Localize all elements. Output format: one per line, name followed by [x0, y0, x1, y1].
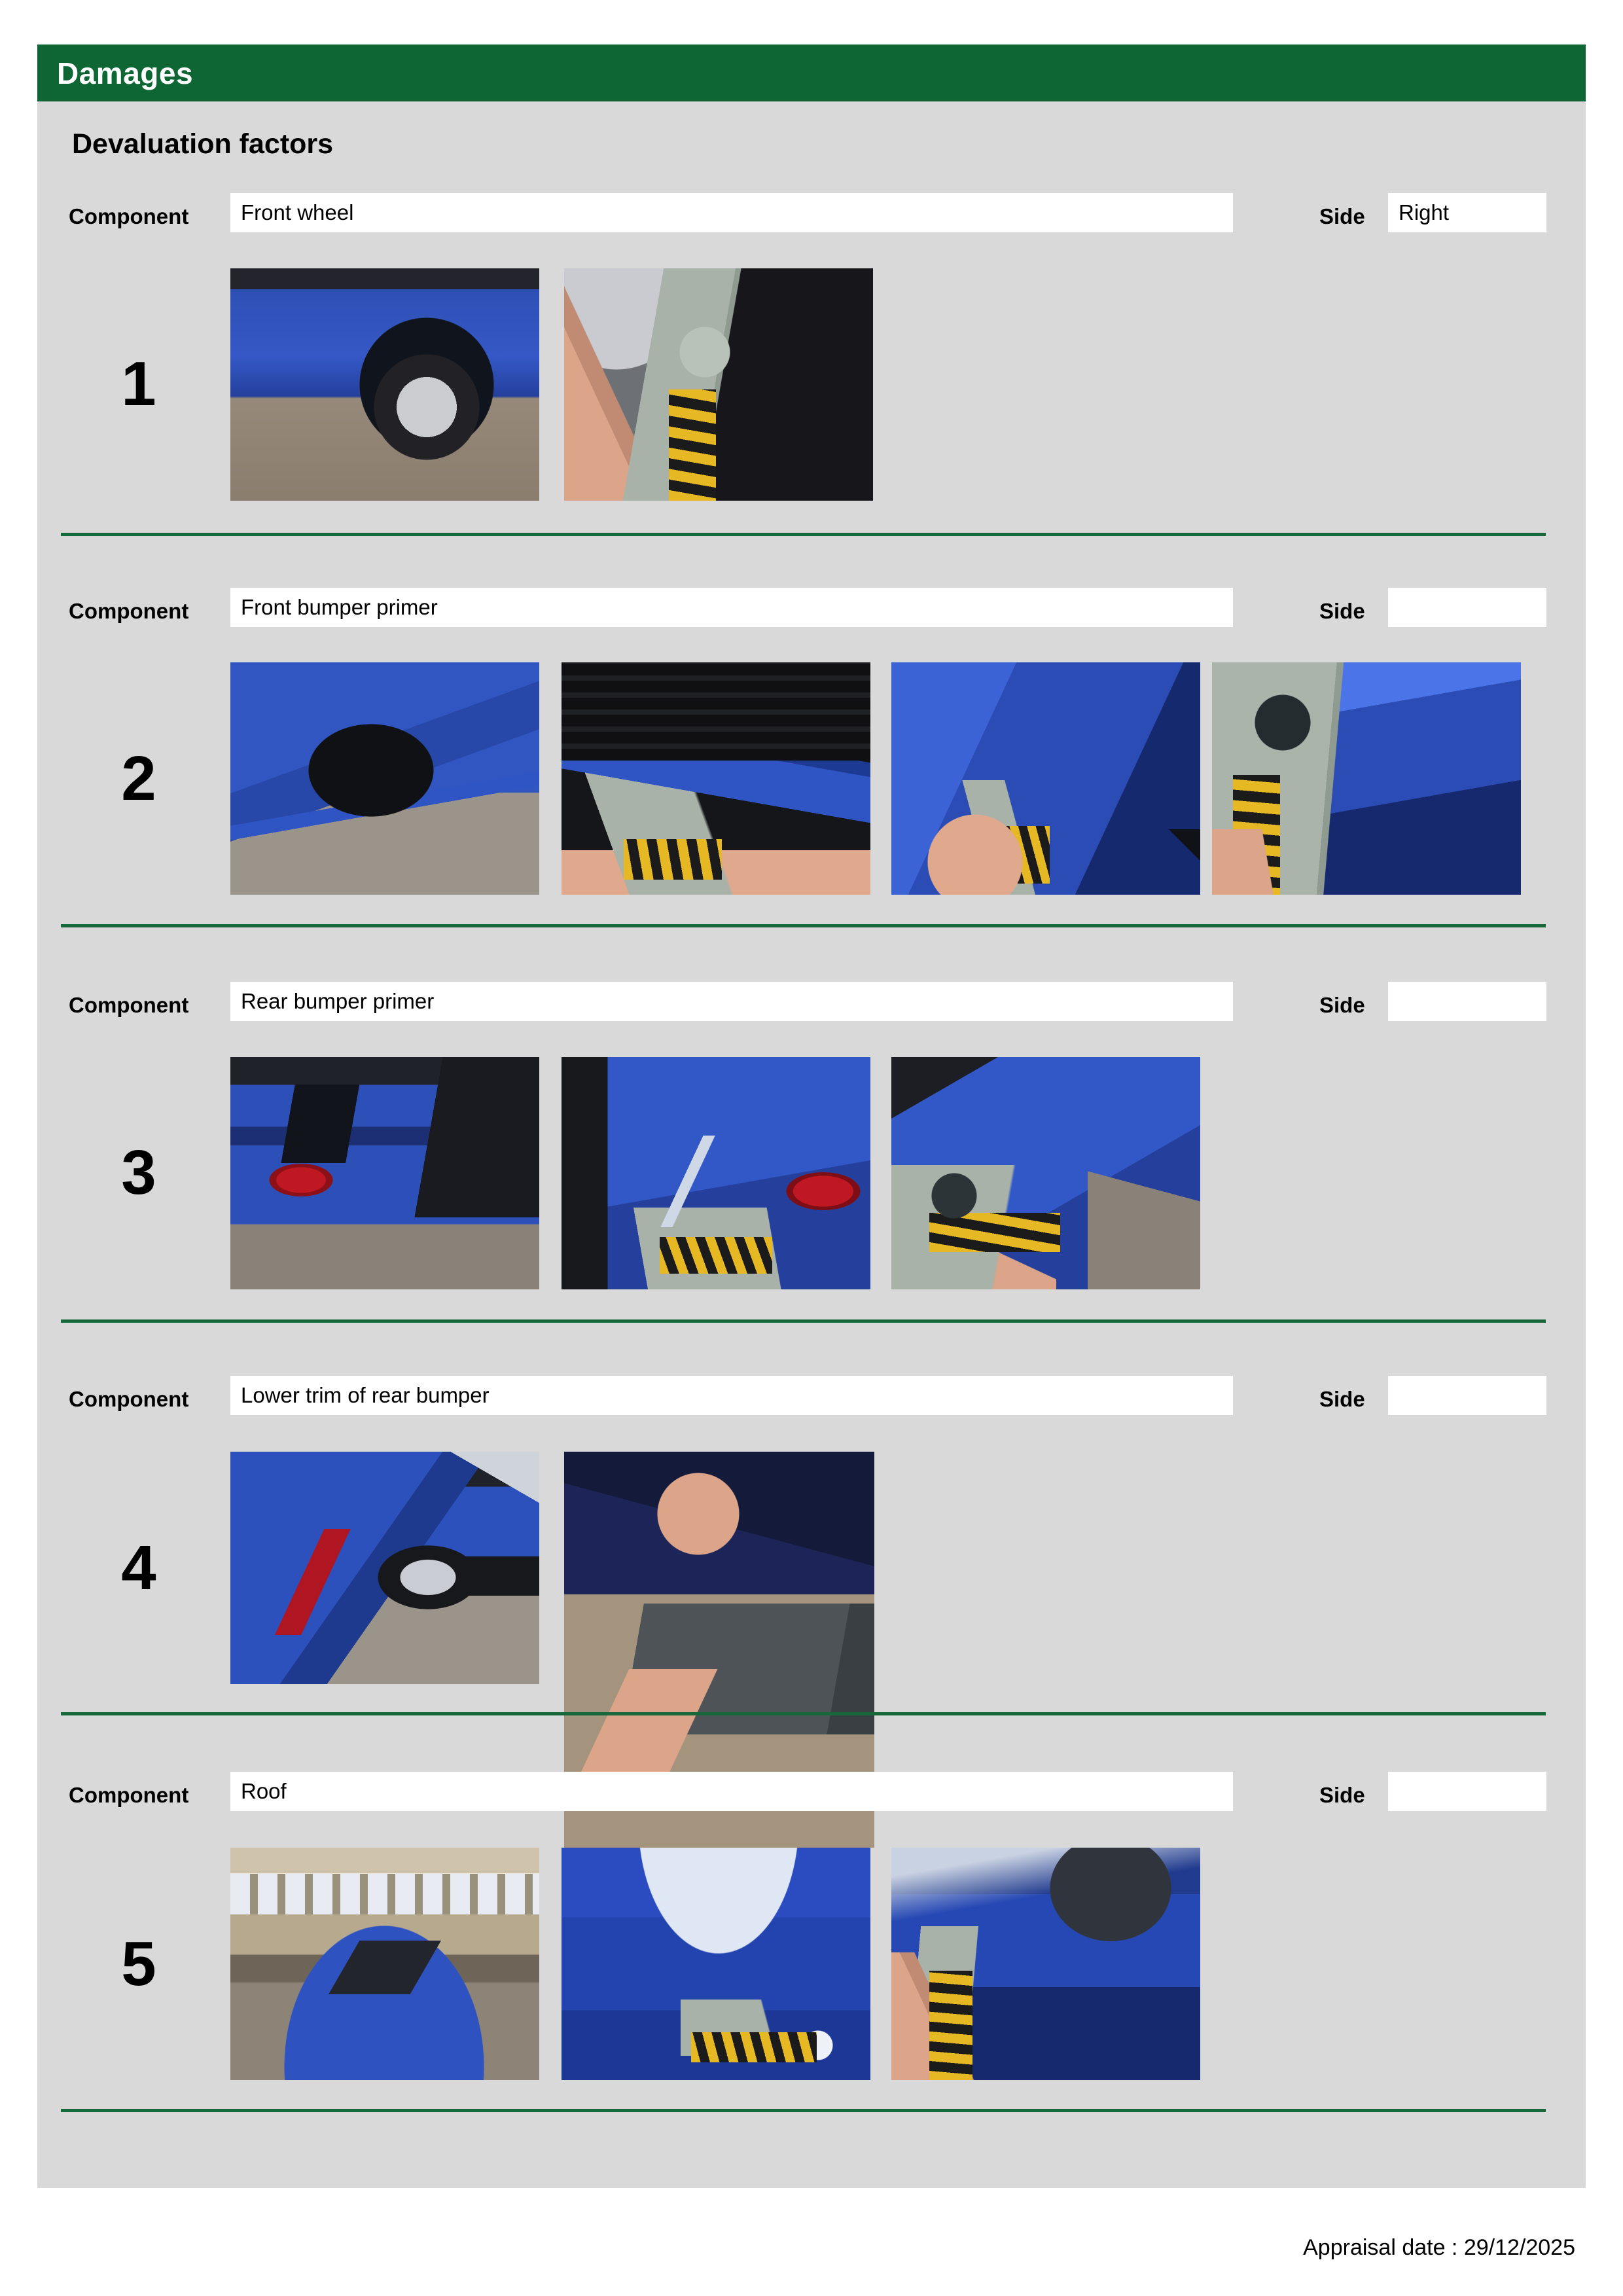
damage-number: 5 — [121, 1929, 156, 1999]
component-label: Component — [69, 599, 189, 623]
rear-bumper-corner-photo — [230, 1452, 539, 1684]
page-title: Damages — [57, 56, 194, 90]
damage-number: 2 — [121, 744, 156, 814]
component-field[interactable]: Front bumper primer — [230, 588, 1233, 627]
component-label: Component — [69, 204, 189, 228]
roof-gauge-hand-photo — [891, 1848, 1200, 2080]
rear-bumper-scratch-gauge-photo — [562, 1057, 870, 1289]
front-wheel-overview-photo — [230, 268, 539, 501]
component-label: Component — [69, 1783, 189, 1807]
section-separator — [61, 924, 1546, 927]
section-separator — [61, 2109, 1546, 2112]
component-field[interactable]: Lower trim of rear bumper — [230, 1376, 1233, 1415]
side-label: Side — [1319, 1783, 1365, 1807]
front-fender-gauge-photo — [891, 662, 1200, 895]
component-label: Component — [69, 1387, 189, 1411]
front-panel-gauge-closeup-photo — [1212, 662, 1521, 895]
side-field[interactable] — [1388, 982, 1546, 1021]
side-field[interactable]: Right — [1388, 193, 1546, 232]
side-label: Side — [1319, 1387, 1365, 1411]
side-field[interactable] — [1388, 588, 1546, 627]
damages-header-bar — [37, 45, 1586, 101]
component-field[interactable]: Rear bumper primer — [230, 982, 1233, 1021]
side-field[interactable] — [1388, 1376, 1546, 1415]
appraisal-date: Appraisal date : 29/12/2025 — [1303, 2235, 1575, 2260]
tire-tread-gauge-photo — [564, 268, 873, 501]
component-field[interactable]: Front wheel — [230, 193, 1233, 232]
section-title: Devaluation factors — [72, 128, 334, 160]
side-label: Side — [1319, 599, 1365, 623]
section-separator — [61, 1319, 1546, 1323]
section-separator — [61, 1712, 1546, 1715]
front-bumper-gauge-photo — [562, 662, 870, 895]
damage-number: 4 — [121, 1533, 156, 1603]
side-label: Side — [1319, 993, 1365, 1017]
roof-gauge-flat-photo — [562, 1848, 870, 2080]
damage-number: 1 — [121, 349, 156, 419]
component-field[interactable]: Roof — [230, 1772, 1233, 1811]
side-field[interactable] — [1388, 1772, 1546, 1811]
roof-overview-photo — [230, 1848, 539, 2080]
section-separator — [61, 533, 1546, 536]
front-bumper-overview-photo — [230, 662, 539, 895]
rear-bumper-edge-gauge-photo — [891, 1057, 1200, 1289]
rear-quarter-overview-photo — [230, 1057, 539, 1289]
side-label: Side — [1319, 204, 1365, 228]
damage-number: 3 — [121, 1138, 156, 1208]
component-label: Component — [69, 993, 189, 1017]
